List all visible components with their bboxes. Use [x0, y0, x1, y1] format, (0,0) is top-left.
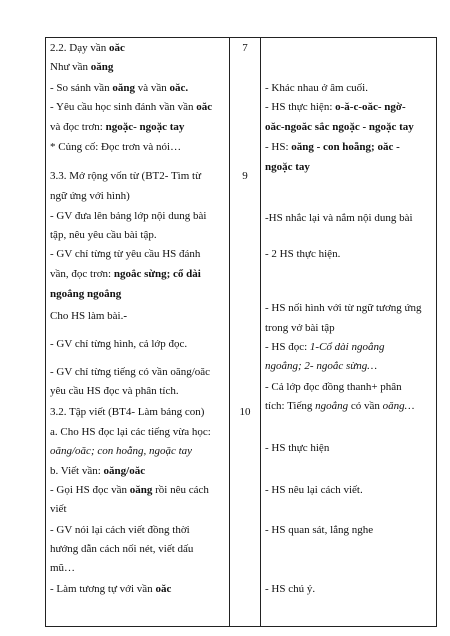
time-value: 10 — [239, 406, 251, 418]
teacher-text-segment: - — [123, 310, 128, 322]
teacher-text-segment: hướng dẫn cách nối nét, viết dấu — [50, 543, 194, 555]
teacher-text-segment: - GV chỉ từng hình, cả lớp đọc. — [50, 338, 188, 350]
student-activities — [265, 41, 432, 626]
student-text-segment: ngoẳng; 2- ngoắc sừng… — [265, 360, 378, 372]
teacher-line — [50, 542, 193, 557]
student-line — [265, 301, 422, 316]
teacher-text-segment: - GV nói lại cách viết đồng thời — [50, 524, 190, 536]
teacher-text-segment: oăc — [108, 42, 125, 54]
teacher-activities — [50, 41, 225, 626]
teacher-line — [50, 309, 127, 324]
student-text-segment: ngoặc tay — [265, 161, 310, 173]
student-text-segment: - HS quan sát, lắng nghe — [265, 524, 374, 536]
teacher-text-segment: ngữ ứng với hình) — [50, 190, 130, 202]
student-line — [265, 140, 400, 155]
teacher-line — [50, 267, 201, 282]
student-line — [265, 160, 310, 175]
teacher-text-segment: - Gọi HS đọc vần — [50, 484, 130, 496]
student-text-segment: oăng… — [382, 400, 415, 412]
student-text-segment: - Cả lớp đọc đồng thanh+ phân — [265, 381, 402, 393]
student-line — [265, 441, 329, 456]
teacher-text-segment: - Yêu cầu học sinh đánh vần vần — [50, 101, 197, 113]
teacher-line — [50, 483, 209, 498]
student-line — [265, 100, 406, 115]
teacher-text-segment: oăc — [196, 101, 213, 113]
student-text-segment: có vần — [348, 400, 383, 412]
teacher-text-segment: vần, đọc trơn: — [50, 268, 114, 280]
student-text-segment: - HS nối hình với từ ngữ tương ứng — [265, 302, 422, 314]
teacher-text-segment: oăng/oăc; con hoẵng, ngoặc tay — [50, 445, 193, 457]
teacher-text-segment: ngoặc- ngoặc tay — [105, 121, 185, 133]
student-text-segment: - HS nêu lại cách viết. — [265, 484, 363, 496]
teacher-text-segment: rồi nêu cách — [152, 484, 209, 496]
teacher-line — [50, 100, 212, 115]
teacher-text-segment: viết — [50, 503, 67, 515]
student-text-segment: - HS chú ý. — [265, 583, 316, 595]
student-text-segment: tích: Tiếng — [265, 400, 316, 412]
student-line — [265, 211, 413, 226]
teacher-line — [50, 444, 192, 459]
teacher-activities-cell — [46, 38, 230, 627]
teacher-text-segment: oăng — [129, 484, 153, 496]
teacher-line — [50, 169, 201, 184]
time-cell — [230, 38, 261, 627]
student-activities-cell — [261, 38, 437, 627]
student-text-segment: ngoẳng — [315, 400, 349, 412]
teacher-line — [50, 189, 130, 204]
student-line — [265, 483, 363, 498]
teacher-line — [50, 41, 125, 56]
teacher-text-segment: tập, nêu yêu cầu bài tập. — [50, 229, 157, 241]
teacher-text-segment: 3.3. Mở rộng vốn từ (BT2- Tìm từ — [50, 170, 202, 182]
student-line — [265, 321, 335, 336]
teacher-line — [50, 81, 188, 96]
time-allocations — [234, 41, 256, 626]
student-text-segment: - HS thực hiện — [265, 442, 330, 454]
teacher-text-segment: - So sánh vần — [50, 82, 113, 94]
teacher-text-segment: - GV đưa lên bảng lớp nội dung bài — [50, 210, 207, 222]
teacher-text-segment: oăng — [112, 82, 135, 94]
teacher-text-segment: và đọc trơn: — [50, 121, 106, 133]
teacher-line — [50, 561, 75, 576]
student-text-segment: -HS nhắc lại và nắm nội dung bài — [265, 212, 413, 224]
student-text-segment: - HS thực hiện: — [265, 101, 336, 113]
teacher-line — [50, 365, 210, 380]
teacher-text-segment: yêu cầu HS đọc và phân tích. — [50, 385, 179, 397]
teacher-line — [50, 464, 145, 479]
teacher-text-segment: oăng — [90, 61, 114, 73]
time-value: 7 — [242, 42, 248, 54]
teacher-line — [50, 247, 200, 262]
teacher-text-segment: * Củng cố: Đọc trơn và nói… — [50, 141, 182, 153]
teacher-text-segment: 3.2. Tập viết (BT4- Làm bảng con) — [50, 406, 205, 418]
teacher-line — [50, 384, 179, 399]
student-line — [265, 359, 377, 374]
table-row — [46, 38, 437, 627]
teacher-line — [50, 405, 204, 420]
student-text-segment: oăng - con hoẵng; oăc - — [291, 141, 400, 153]
student-line — [265, 247, 340, 262]
teacher-text-segment: oăng/oăc — [103, 465, 146, 477]
student-text-segment: 1-Cổ dài ngoẳng — [309, 341, 385, 353]
teacher-line — [50, 228, 157, 243]
student-line — [265, 340, 384, 355]
student-text-segment: - Khác nhau ở âm cuối. — [265, 82, 368, 94]
student-text-segment: - HS đọc: — [265, 341, 310, 353]
teacher-text-segment: a. Cho HS đọc lại các tiếng vừa học: — [50, 426, 211, 438]
teacher-line — [50, 60, 113, 75]
teacher-text-segment: mũ… — [50, 562, 76, 574]
student-text-segment: - HS: — [265, 141, 292, 153]
student-line — [265, 582, 315, 597]
student-text-segment: - 2 HS thực hiện. — [265, 248, 341, 260]
teacher-line — [50, 120, 184, 135]
teacher-line — [50, 140, 181, 155]
teacher-text-segment: - Làm tương tự với vần — [50, 583, 156, 595]
teacher-text-segment: 2.2. Dạy vần — [50, 42, 109, 54]
teacher-text-segment: Như vần — [50, 61, 91, 73]
student-line — [265, 120, 414, 135]
teacher-line — [50, 337, 187, 352]
teacher-line — [50, 287, 121, 302]
student-line — [265, 523, 373, 538]
teacher-line — [50, 502, 67, 517]
teacher-line — [50, 523, 190, 538]
student-text-segment: oăc-ngoăc sắc ngoặc - ngoặc tay — [265, 121, 414, 133]
teacher-text-segment: ngoẳng ngoẳng — [50, 288, 122, 300]
teacher-text-segment: Cho HS làm bài. — [50, 310, 124, 322]
teacher-text-segment: b. Viết vần: — [50, 465, 104, 477]
teacher-text-segment: và vần — [134, 82, 170, 94]
time-value: 9 — [242, 170, 248, 182]
student-line — [265, 81, 368, 96]
teacher-text-segment: ngoắc sừng; cổ dài — [113, 268, 201, 280]
teacher-text-segment: oăc. — [169, 82, 189, 94]
teacher-text-segment: oăc — [155, 583, 172, 595]
teacher-line — [50, 209, 206, 224]
teacher-text-segment: - GV chỉ từng từ yêu cầu HS đánh — [50, 248, 201, 260]
student-text-segment: o-ă-c-oăc- ngờ- — [335, 101, 406, 113]
teacher-line — [50, 582, 171, 597]
teacher-text-segment: - GV chỉ từng tiếng có vần oăng/oăc — [50, 366, 211, 378]
teacher-line — [50, 425, 211, 440]
student-line — [265, 380, 402, 395]
student-text-segment: trong vở bài tập — [265, 322, 335, 334]
student-line — [265, 399, 414, 414]
lesson-plan-table — [45, 37, 437, 627]
